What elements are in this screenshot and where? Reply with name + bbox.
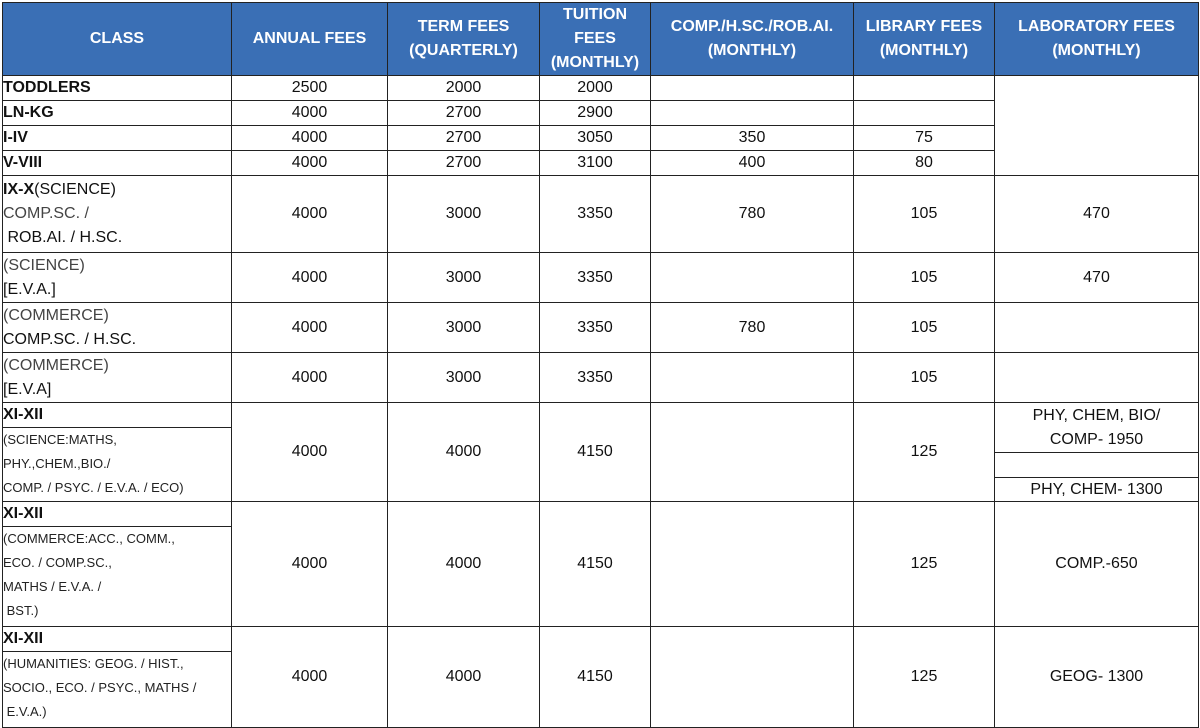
table-row xyxy=(3,502,1199,527)
tuition-fee-cell: 2900 xyxy=(540,101,651,126)
class-cell: V-VIII xyxy=(3,151,232,176)
fees-table xyxy=(2,2,1199,728)
annual-fee-cell: 4000 xyxy=(232,627,388,728)
table-row xyxy=(3,253,1199,303)
tuition-fee-cell: 3350 xyxy=(540,253,651,303)
lab-fee-cell xyxy=(995,403,1199,453)
class-subjects: COMP. / PSYC. / E.V.A. / ECO) xyxy=(3,480,184,495)
class-subjects: BST.) xyxy=(3,603,39,618)
tuition-fee-cell: 3350 xyxy=(540,176,651,253)
term-fee-cell: 3000 xyxy=(388,303,540,353)
library-fee-cell: 75 xyxy=(854,126,995,151)
class-cell: LN-KG xyxy=(3,101,232,126)
lab-fee-line: PHY, CHEM, BIO/ xyxy=(1032,406,1161,424)
table-row xyxy=(3,303,1199,353)
term-fee-cell: 3000 xyxy=(388,176,540,253)
class-subjects: [E.V.A.] xyxy=(3,280,56,298)
annual-fee-cell: 4000 xyxy=(232,303,388,353)
header-laboratory-fees: LABORATORY FEES (MONTHLY) xyxy=(995,3,1199,76)
annual-fee-cell: 4000 xyxy=(232,253,388,303)
header-annual-fees: ANNUAL FEES xyxy=(232,3,388,76)
library-fee-cell: 125 xyxy=(854,502,995,627)
library-fee-cell: 80 xyxy=(854,151,995,176)
class-label: IX-X xyxy=(3,181,35,198)
term-fee-cell: 3000 xyxy=(388,253,540,303)
lab-fee-line: COMP- 1950 xyxy=(1049,430,1144,448)
lab-fee-cell: 470 xyxy=(995,253,1199,303)
library-fee-cell: 105 xyxy=(854,176,995,253)
table-row xyxy=(3,76,1199,101)
tuition-fee-cell: 4150 xyxy=(540,403,651,502)
class-stream: (COMMERCE) xyxy=(3,306,109,324)
lab-fee-cell xyxy=(995,453,1199,478)
class-subjects: [E.V.A] xyxy=(3,380,52,398)
comp-fee-cell: 780 xyxy=(651,303,854,353)
lab-fee-cell xyxy=(995,353,1199,403)
term-fee-cell: 4000 xyxy=(388,502,540,627)
lab-fee-cell: 470 xyxy=(995,176,1199,253)
lab-fee-cell: GEOG- 1300 xyxy=(995,627,1199,728)
class-subjects-cell xyxy=(3,652,232,728)
annual-fee-cell: 4000 xyxy=(232,151,388,176)
class-cell xyxy=(3,253,232,303)
lab-fee-cell xyxy=(995,76,1199,176)
class-subjects: (COMMERCE:ACC., COMM., xyxy=(3,531,175,546)
class-subjects: SOCIO., ECO. / PSYC., MATHS / xyxy=(3,680,197,695)
comp-fee-cell xyxy=(651,76,854,101)
tuition-fee-cell: 3350 xyxy=(540,353,651,403)
class-subjects: COMP.SC. / xyxy=(3,205,89,222)
class-subjects: E.V.A.) xyxy=(3,704,47,719)
annual-fee-cell: 4000 xyxy=(232,176,388,253)
header-row xyxy=(3,3,1199,76)
term-fee-cell: 2000 xyxy=(388,76,540,101)
library-fee-cell xyxy=(854,76,995,101)
class-stream: (COMMERCE) xyxy=(3,356,109,374)
tuition-fee-cell: 4150 xyxy=(540,627,651,728)
class-subjects: ROB.AI. / H.SC. xyxy=(3,229,123,246)
term-fee-cell: 2700 xyxy=(388,151,540,176)
tuition-fee-cell: 3350 xyxy=(540,303,651,353)
class-subjects: (SCIENCE:MATHS, xyxy=(3,432,117,447)
tuition-fee-cell: 3050 xyxy=(540,126,651,151)
library-fee-cell: 105 xyxy=(854,253,995,303)
class-subjects: PHY.,CHEM.,BIO./ xyxy=(3,456,111,471)
library-fee-cell xyxy=(854,101,995,126)
class-cell: XI-XII xyxy=(3,627,232,652)
table-row xyxy=(3,403,1199,428)
table-row xyxy=(3,176,1199,253)
comp-fee-cell: 400 xyxy=(651,151,854,176)
term-fee-cell: 4000 xyxy=(388,627,540,728)
class-cell: I-IV xyxy=(3,126,232,151)
class-subjects-cell xyxy=(3,527,232,627)
comp-fee-cell: 350 xyxy=(651,126,854,151)
annual-fee-cell: 4000 xyxy=(232,502,388,627)
class-cell xyxy=(3,176,232,253)
term-fee-cell: 3000 xyxy=(388,353,540,403)
tuition-fee-cell: 4150 xyxy=(540,502,651,627)
comp-fee-cell: 780 xyxy=(651,176,854,253)
tuition-fee-cell: 3100 xyxy=(540,151,651,176)
annual-fee-cell: 4000 xyxy=(232,126,388,151)
class-cell: XI-XII xyxy=(3,502,232,527)
comp-fee-cell xyxy=(651,253,854,303)
header-comp-fees: COMP./H.SC./ROB.AI. (MONTHLY) xyxy=(651,3,854,76)
comp-fee-cell xyxy=(651,627,854,728)
class-subjects-cell xyxy=(3,428,232,502)
library-fee-cell: 105 xyxy=(854,353,995,403)
class-subjects: (HUMANITIES: GEOG. / HIST., xyxy=(3,656,184,671)
comp-fee-cell xyxy=(651,502,854,627)
comp-fee-cell xyxy=(651,353,854,403)
header-library-fees: LIBRARY FEES (MONTHLY) xyxy=(854,3,995,76)
class-cell: TODDLERS xyxy=(3,76,232,101)
tuition-fee-cell: 2000 xyxy=(540,76,651,101)
class-subjects: MATHS / E.V.A. / xyxy=(3,579,102,594)
lab-fee-cell: PHY, CHEM- 1300 xyxy=(995,478,1199,502)
table-row xyxy=(3,627,1199,652)
header-class: CLASS xyxy=(3,3,232,76)
annual-fee-cell: 4000 xyxy=(232,101,388,126)
lab-fee-cell: COMP.-650 xyxy=(995,502,1199,627)
annual-fee-cell: 4000 xyxy=(232,403,388,502)
annual-fee-cell: 2500 xyxy=(232,76,388,101)
table-row xyxy=(3,353,1199,403)
class-stream: (SCIENCE) xyxy=(34,181,116,198)
comp-fee-cell xyxy=(651,101,854,126)
lab-fee-cell xyxy=(995,303,1199,353)
class-subjects: ECO. / COMP.SC., xyxy=(3,555,112,570)
header-tuition-fees: TUITION FEES (MONTHLY) xyxy=(540,3,651,76)
library-fee-cell: 125 xyxy=(854,403,995,502)
class-subjects: COMP.SC. / H.SC. xyxy=(3,330,137,348)
term-fee-cell: 4000 xyxy=(388,403,540,502)
header-term-fees: TERM FEES (QUARTERLY) xyxy=(388,3,540,76)
annual-fee-cell: 4000 xyxy=(232,353,388,403)
library-fee-cell: 125 xyxy=(854,627,995,728)
term-fee-cell: 2700 xyxy=(388,126,540,151)
class-stream: (SCIENCE) xyxy=(3,256,85,274)
class-cell xyxy=(3,353,232,403)
comp-fee-cell xyxy=(651,403,854,502)
class-cell: XI-XII xyxy=(3,403,232,428)
class-cell xyxy=(3,303,232,353)
library-fee-cell: 105 xyxy=(854,303,995,353)
term-fee-cell: 2700 xyxy=(388,101,540,126)
